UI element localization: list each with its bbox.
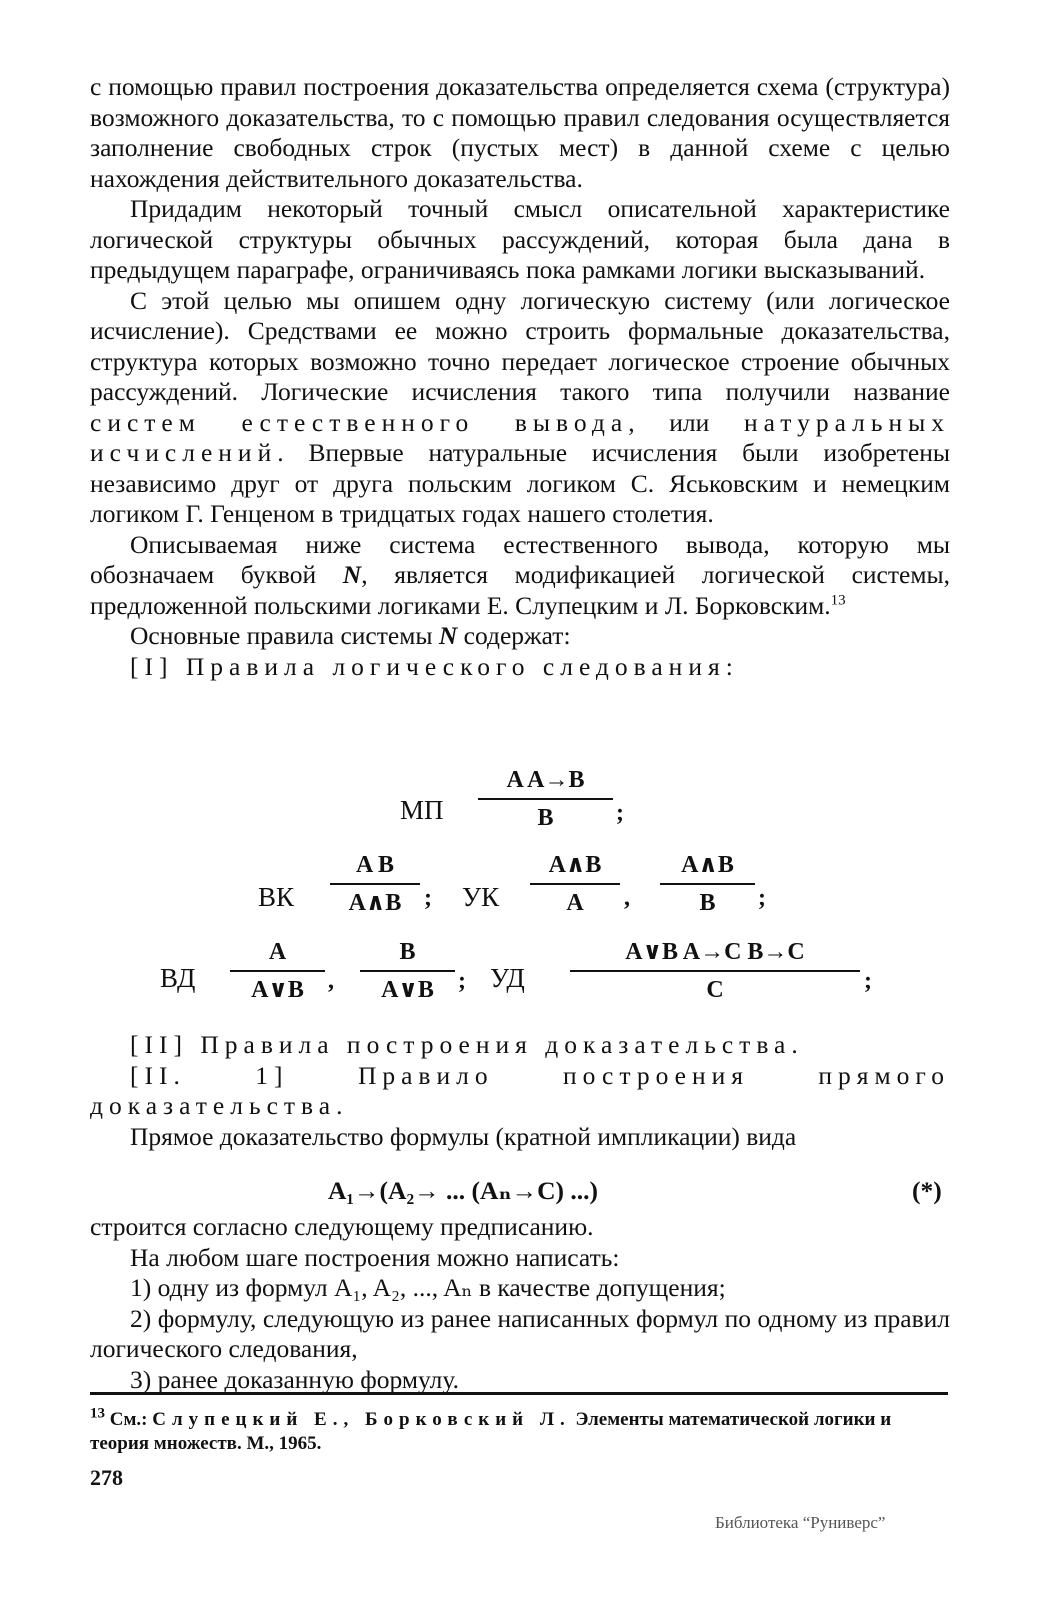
paragraph-4-text-a: Описываемая ниже система естественного вывода, которую мы обозначаем буквой [90,529,950,589]
list-item-1: 1) одну из формул A₁, A₂, ..., Aₙ в качестве допущения; [130,1273,726,1302]
footnote-authors: Слупецкий Е., Борковский Л. [152,1409,571,1430]
rule-mp-fraction [478,765,613,833]
paragraph-3-text-a: С этой целью мы опишем одну логическую систему (или логическое исчисление). Средствами ее можно строить формальные доказательства, структура которых возможно точно передает логическое строение обычных рассуждений. Логические исчисления такого типа получили название [90,285,950,406]
fraction-bar [570,970,860,972]
page-number: 278 [90,1465,123,1490]
rule-uk-fraction-2 [660,850,755,918]
paragraph-5-text-b: содержат: [457,621,571,650]
paragraph-4-text-b: , является модификацией логической системы, предложенной польскими логиками Е. Слупецким и Л. Борковским. [90,560,950,620]
rule-vk-conclusion: A∧B [348,890,402,916]
formula-tag: (*) [912,1176,942,1205]
rule-vd-fraction-1 [230,937,325,1005]
paragraph-3-text-c: , или [628,407,744,437]
rule-vk-fraction [330,850,420,918]
rule-vd-premise-2: B [399,939,416,965]
paragraph-7: строится согласно следующему предписанию. [90,1212,594,1241]
fraction-bar [478,798,613,800]
heading-direct-proof: [II. 1] Правило построения прямого доказательства. [90,1060,950,1120]
rule-mp-label: МП [400,795,444,825]
fraction-bar [660,883,755,885]
paragraph-5 [90,621,950,652]
rule-vd-conclusion-2: A∨B [381,977,434,1003]
separator: ; [424,885,432,911]
list-text-block [90,1212,950,1395]
footnote [90,1405,950,1456]
rule-vk-premises: A B [355,852,394,878]
library-watermark: Библиотека “Руниверс” [715,1513,886,1532]
formula-implication: A₁→(A₂→ ... (Aₙ→C) ...) [328,1176,599,1205]
rule-ud-conclusion: C [706,977,724,1003]
footnote-mark: 13 [90,1405,105,1422]
fraction-bar [230,970,325,972]
separator: ; [458,968,466,994]
heading-rules-of-consequence: [I] Правила логического следования: [130,651,739,681]
paragraph-8: На любом шаге построения можно написать: [130,1242,620,1272]
term-natural-deduction: систем естественного вывода [90,407,629,437]
rule-mp-premises: A A→B [506,767,585,793]
footnote-ref: 13 [830,592,846,608]
comma: , [624,885,630,911]
fraction-bar [530,883,620,885]
rule-ud-fraction [570,937,860,1005]
footnote-divider [90,1392,948,1395]
fraction-bar [330,883,420,885]
footnote-lead: См.: [105,1409,153,1430]
paragraph-4 [90,530,950,622]
heading-proof-construction: [II] Правила построения доказательства. [130,1030,804,1059]
rule-uk-premise-2: A∧B [681,852,734,878]
rule-uk-conclusion-2: B [699,890,716,916]
paragraph-5-text-a: Основные правила системы [130,621,439,650]
rule-vd-label: ВД [160,963,196,993]
paragraph-2: Придадим некоторый точный смысл описательной характеристике логической структуры обычных рассуждений, которая была дана в предыдущем параграфе, ограничиваясь пока рамками логики высказываний. [90,194,950,284]
separator: ; [758,885,766,911]
comma: , [328,968,334,994]
main-text-block [90,72,950,682]
list-item-3: 3) ранее доказанную формулу. [130,1364,459,1394]
system-letter-2: N [438,621,458,650]
paragraph-3 [90,286,950,530]
paragraph-1: с помощью правил построения доказательства определяется схема (структура) возможного доказательства, то с помощью правил следования осуществляется заполнение свободных строк (пустых мест) в данной схеме с целью нахождения действительного доказательства. [90,72,950,193]
rule-mp-conclusion: B [537,805,554,831]
rule-vd-conclusion-1: A∨B [251,977,304,1003]
fraction-bar [360,970,455,972]
term-natural-calculi: натуральных исчислений [90,407,950,467]
system-letter: N [342,560,362,589]
rule-uk-conclusion-1: A [566,890,584,916]
rule-vd-fraction-2 [360,937,455,1005]
rule-uk-label: УК [462,882,500,912]
rule-vd-premise-1: A [268,939,287,965]
rule-uk-premise-1: A∧B [548,852,602,878]
footnote-rest: Элементы математической логики и теория множеств. М., 1965. [90,1409,892,1454]
paragraph-3-text-e: . Впервые натуральные исчисления были изобретены независимо друг от друга польским логиком С. Яськовским и немецким логиком Г. Генценом в тридцатых годах нашего столетия. [90,438,950,528]
list-item-2: 2) формулу, следующую из ранее написанных формул по одному из правил логического следования, [90,1303,950,1363]
rule-uk-fraction-1 [530,850,620,918]
separator: ; [616,800,624,826]
separator: ; [864,968,872,994]
continuation-text-block [90,1030,950,1152]
paragraph-6: Прямое доказательство формулы (кратной импликации) вида [130,1121,797,1151]
rule-ud-label: УД [490,963,525,993]
rule-vk-label: ВК [258,882,295,912]
rule-ud-premises: A∨B A→C B→C [625,939,805,965]
